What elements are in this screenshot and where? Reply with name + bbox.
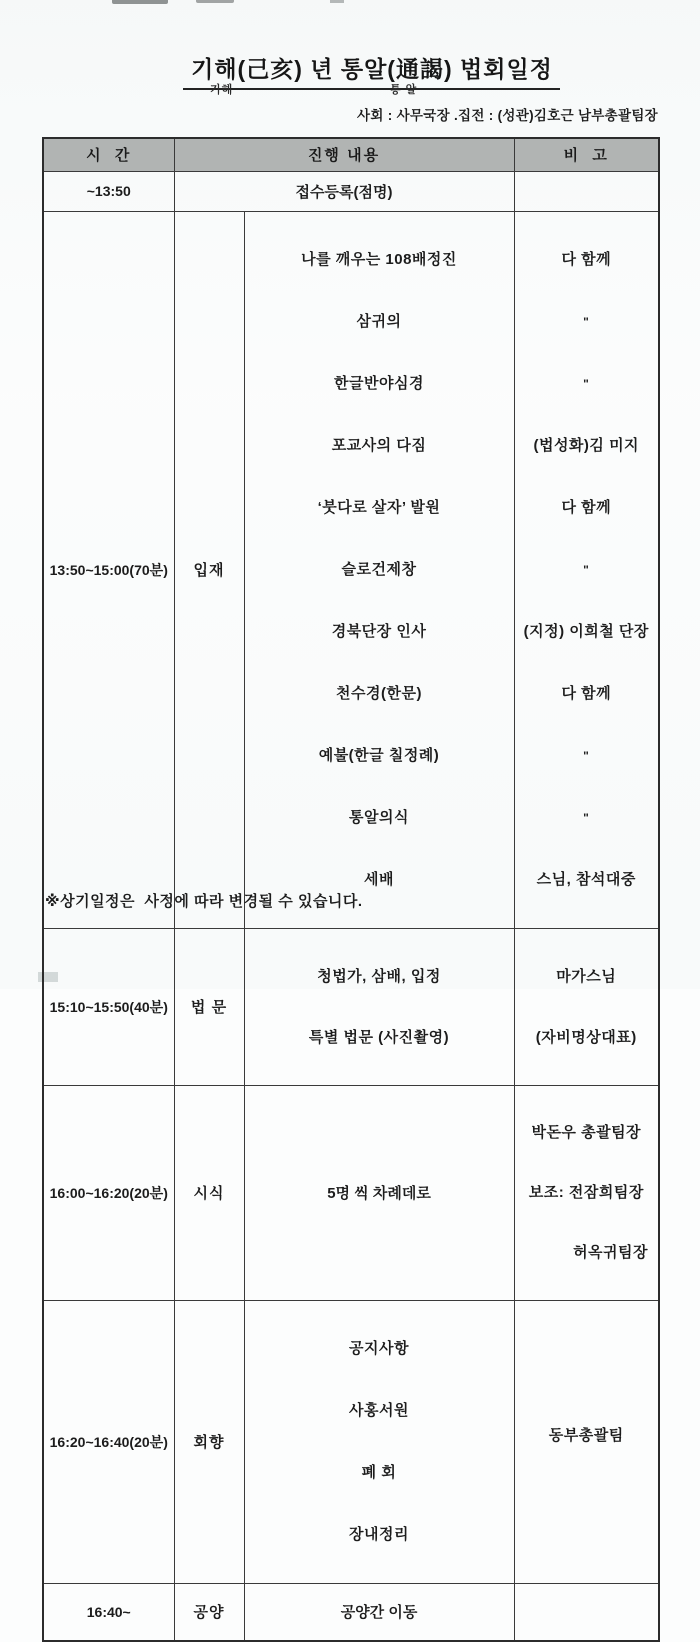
- note-line: 스님, 참석대중: [536, 870, 636, 888]
- note-line: (법성화)김 미지: [533, 436, 640, 454]
- header-program: 진행 내용: [174, 138, 514, 171]
- note-line: 박돈우 총괄팀장: [531, 1123, 642, 1141]
- officiant-line: 사회 : 사무국장 .집전 : (성관)김호근 남부총괄팀장: [356, 108, 658, 123]
- stage-cell: 법 문: [174, 928, 244, 1085]
- program-line: 포교사의 다짐: [331, 436, 427, 454]
- program-cell: [244, 211, 514, 928]
- program-line: 슬로건제창: [341, 560, 417, 578]
- ditto-mark: ": [583, 562, 590, 577]
- row-beopmun: [43, 928, 659, 1085]
- stage-cell: 시식: [174, 1085, 244, 1300]
- time-cell: 13:50~15:00(70분): [43, 211, 174, 928]
- page-title: 기해(己亥) 년 통알(通謁) 법회일정: [191, 56, 553, 82]
- note-line: (지정) 이희철 단장: [523, 622, 649, 640]
- program-line: 청법가, 삼배, 입정: [317, 967, 441, 985]
- program-cell: [244, 928, 514, 1085]
- scan-artifact-top: [330, 0, 344, 3]
- program-line: 폐 회: [361, 1463, 397, 1481]
- program-line: 장내정리: [349, 1525, 409, 1543]
- row-gongyang: [43, 1583, 659, 1641]
- scan-artifact-top: [112, 0, 168, 4]
- note-cell: [514, 171, 659, 211]
- time-cell: 15:10~15:50(40분): [43, 928, 174, 1085]
- row-ipjae: [43, 211, 659, 928]
- note-line: 허옥귀팀장: [573, 1243, 649, 1261]
- program-line: 공지사항: [349, 1339, 409, 1357]
- program-line: 나를 깨우는 108배정진: [301, 250, 457, 268]
- note-line: 동부총괄팀: [548, 1426, 624, 1444]
- stage-cell: 회향: [174, 1300, 244, 1583]
- program-cell: [244, 1300, 514, 1583]
- program-cell: 5명 씩 차례데로: [244, 1085, 514, 1300]
- row-hoehyang: [43, 1300, 659, 1583]
- program-line: 특별 법문 (사진촬영): [308, 1028, 450, 1046]
- note-line: 다 함께: [561, 498, 612, 516]
- program-cell: 공양간 이동: [244, 1583, 514, 1641]
- ditto-mark: ": [583, 810, 590, 825]
- program-line: 사홍서원: [349, 1401, 409, 1419]
- program-line: 천수경(한문): [336, 684, 422, 702]
- program-line: 한글반야심경: [334, 374, 424, 392]
- scan-artifact-top: [196, 0, 234, 3]
- title-ruby-tongal: 통 알: [390, 84, 418, 96]
- time-cell: 16:40~: [43, 1583, 174, 1641]
- note-line: (자비명상대표): [535, 1028, 637, 1046]
- program-line: 경북단장 인사: [331, 622, 427, 640]
- time-cell: ~13:50: [43, 171, 174, 211]
- ditto-mark: ": [583, 314, 590, 329]
- program-line: 예불(한글 칠정례): [318, 746, 440, 764]
- note-cell: [514, 1583, 659, 1641]
- ditto-mark: ": [583, 376, 590, 391]
- header-note: 비 고: [514, 138, 659, 171]
- header-row: [43, 138, 659, 171]
- note-line: 다 함께: [561, 250, 612, 268]
- note-cell: [514, 211, 659, 928]
- note-line: 보조: 전잠희팀장: [528, 1183, 644, 1201]
- program-line: 세배: [364, 870, 394, 888]
- header-time: 시 간: [43, 138, 174, 171]
- time-cell: 16:00~16:20(20분): [43, 1085, 174, 1300]
- note-cell: [514, 928, 659, 1085]
- program-line: 통알의식: [349, 808, 409, 826]
- note-line: 마가스님: [556, 967, 617, 985]
- footnote: ※상기일정은 사정에 따라 변경될 수 있습니다.: [45, 893, 363, 910]
- program-line: 삼귀의: [356, 312, 402, 330]
- title-underline: [183, 84, 560, 96]
- note-line: 다 함께: [561, 684, 612, 702]
- program-line: ‘붓다로 살자’ 발원: [317, 498, 441, 516]
- time-cell: 16:20~16:40(20분): [43, 1300, 174, 1583]
- ditto-mark: ": [583, 748, 590, 763]
- note-cell: [514, 1085, 659, 1300]
- title-ruby-gihae: 기해: [210, 84, 234, 96]
- note-cell: [514, 1300, 659, 1583]
- stage-cell: 입재: [174, 211, 244, 928]
- row-sisik: [43, 1085, 659, 1300]
- stage-cell: 공양: [174, 1583, 244, 1641]
- program-cell: 접수등록(점명): [174, 171, 514, 211]
- row-reception: [43, 171, 659, 211]
